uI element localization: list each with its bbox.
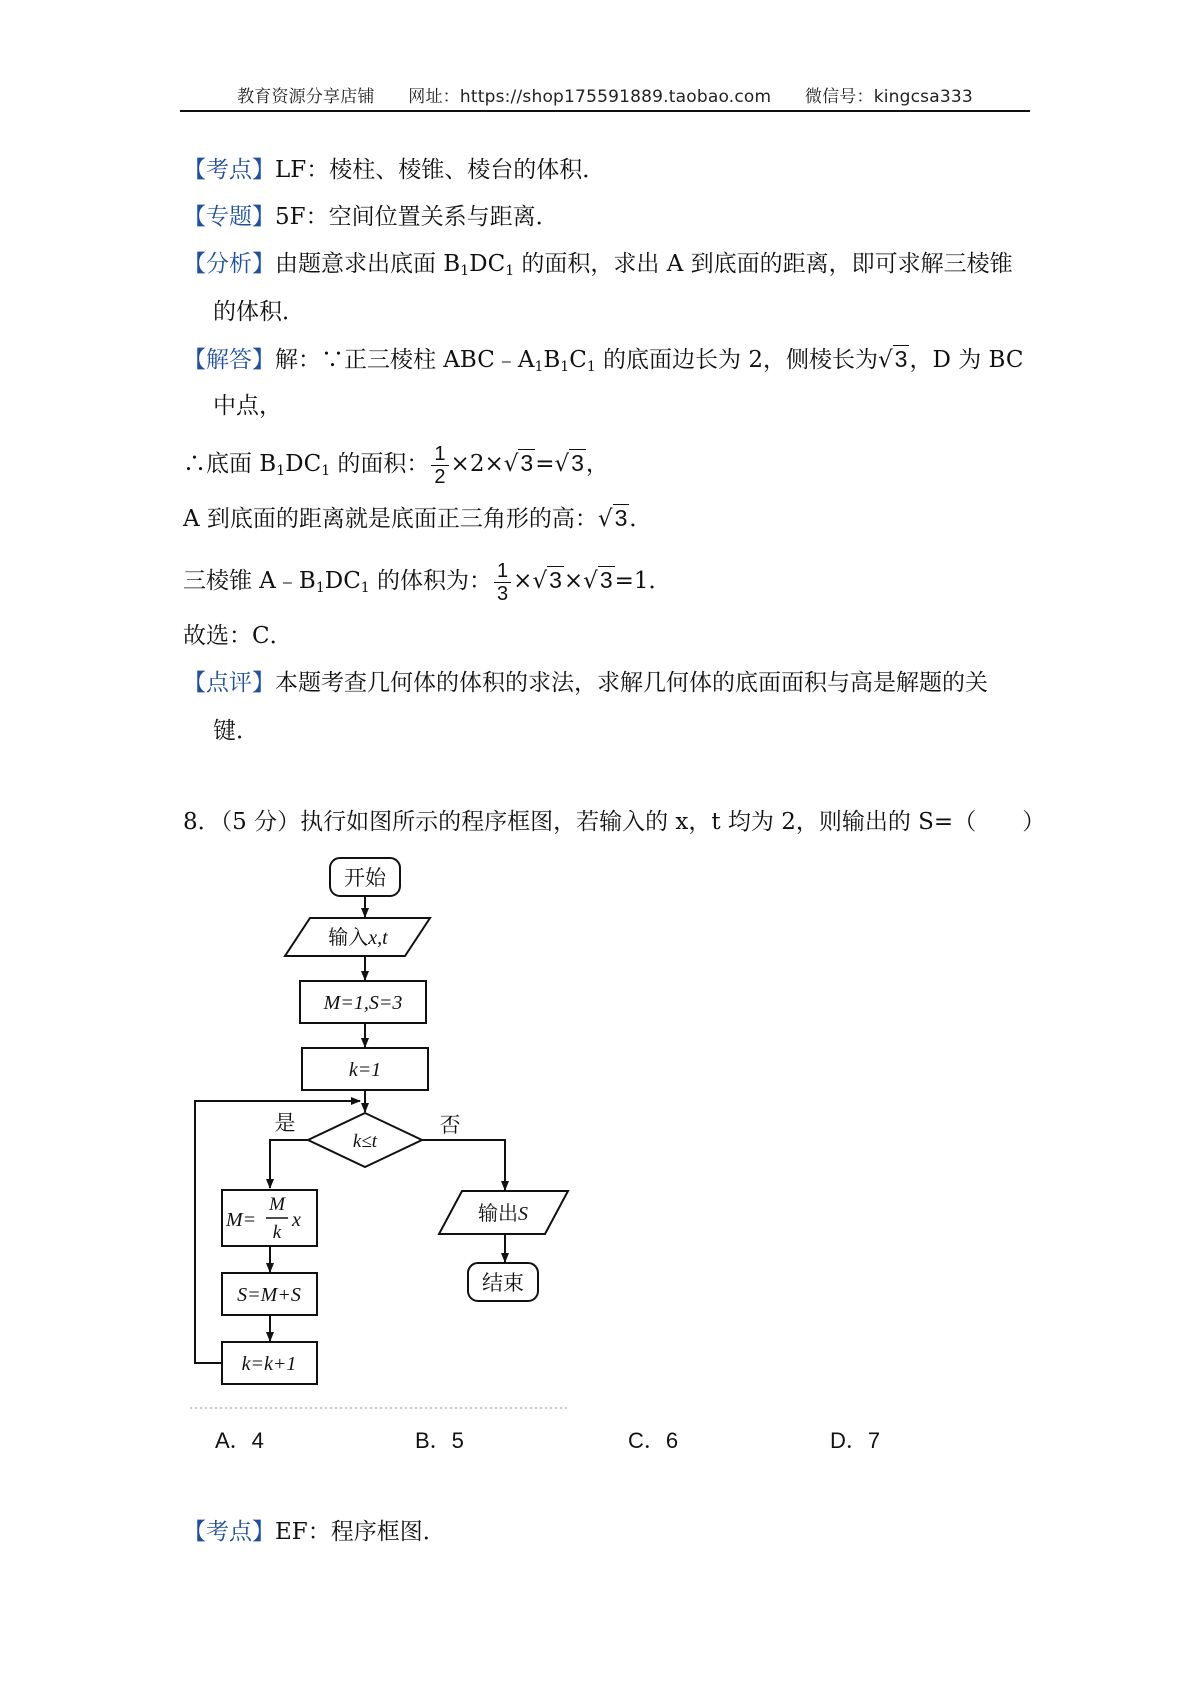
q7-dist-text: A 到底面的距离就是底面正三角形的高： <box>183 506 598 532</box>
flow-m-lhs: M= <box>226 1209 257 1231</box>
q7-jieda-text-e: ，D 为 BC <box>909 347 1024 373</box>
flow-end-text: 结束 <box>482 1271 524 1295</box>
flow-init-text: M=1,S=3 <box>323 992 403 1014</box>
q7-area-text-c: 的面积： <box>330 451 430 477</box>
q8-option-c: C．6 <box>628 1428 679 1453</box>
q7-dianping-tag: 【点评】 <box>183 670 275 696</box>
q7-jieda-text-b: B <box>543 347 561 373</box>
q7-dianping-text: 本题考查几何体的体积的求法，求解几何体的底面面积与高是解题的关 <box>275 670 988 696</box>
q8-kaodian-text: EF：程序框图． <box>275 1519 446 1545</box>
q7-area-sub2: 1 <box>321 463 331 479</box>
q7-vol-times1: × <box>513 568 533 594</box>
header-shop: 教育资源分享店铺 <box>237 87 375 107</box>
q7-area-text-b: DC <box>285 451 322 477</box>
q7-area-mid: ×2× <box>450 451 504 477</box>
q7-vol-sub1: 1 <box>315 580 325 596</box>
flow-m-frac-n: M <box>269 1194 285 1215</box>
q7-zhuanti-text: 5F：空间位置关系与距离． <box>275 204 559 230</box>
q7-vol-sqrt2: √3 <box>583 567 613 594</box>
q7-fenxi-sub2: 1 <box>505 263 515 279</box>
flow-m-frac-d: k <box>272 1222 282 1243</box>
header-wechat: 微信号：kingcsa333 <box>804 87 973 107</box>
flow-output-text: 输出S <box>478 1203 528 1225</box>
q7-jieda-sub2: 1 <box>560 359 570 375</box>
q7-jieda-sub3: 1 <box>586 359 596 375</box>
q7-jieda-text-c: C <box>569 347 587 373</box>
q7-vol-end: =1． <box>614 568 672 594</box>
flow-m-x: x <box>292 1209 301 1231</box>
flow-k-update-text: k=k+1 <box>241 1353 297 1375</box>
q7-vol-times2: × <box>563 568 584 594</box>
q7-jieda-tag: 【解答】 <box>183 347 275 373</box>
flow-start-text: 开始 <box>344 866 386 890</box>
q7-kaodian-tag: 【考点】 <box>183 157 275 183</box>
q8-kaodian-tag: 【考点】 <box>183 1519 275 1545</box>
q7-vol-sqrt1: √3 <box>532 567 562 594</box>
q7-vol-text-c: 的体积为： <box>369 568 493 594</box>
q7-jieda-text-a: 解：∵正三棱柱 ABC﹣A <box>275 347 535 373</box>
q8-stem-text: 8．（5 分）执行如图所示的程序框图，若输入的 x，t 均为 2，则输出的 S=（ ） <box>183 809 1046 835</box>
q8-kaodian <box>183 1516 446 1548</box>
q7-zhuanti-tag: 【专题】 <box>183 204 275 230</box>
q7-fenxi-text-2: 的体积． <box>213 299 305 325</box>
flow-cond-text: k≤t <box>352 1131 378 1152</box>
q7-jieda-text-2: 中点， <box>213 393 282 419</box>
q7-fenxi-tag: 【分析】 <box>183 251 275 277</box>
q7-area-sqrt1: √3 <box>503 450 534 477</box>
q8-option-d: D．7 <box>830 1428 881 1453</box>
q7-jieda-sqrt: √3 <box>878 346 908 373</box>
q8-option-a: A．4 <box>215 1428 264 1453</box>
q8-option-b: B．5 <box>415 1428 464 1453</box>
q7-answer-text: 故选：C． <box>183 623 293 649</box>
q7-jieda-sub1: 1 <box>534 359 544 375</box>
q7-area-text-a: ∴底面 B <box>183 451 277 477</box>
q7-area-sqrt2: √3 <box>554 450 584 477</box>
flow-no-label: 否 <box>439 1113 461 1137</box>
q7-area-eq: = <box>535 451 555 477</box>
q7-vol-frac: $\frac{1}{3}$ <box>494 560 511 605</box>
q7-jieda-text-d: 的底面边长为 2，侧棱长为 <box>595 347 879 373</box>
q7-area-sub1: 1 <box>276 463 286 479</box>
q7-fenxi-text-b: DC <box>469 251 506 277</box>
flow-input-text: 输入x,t <box>328 927 388 949</box>
q7-dianping-text-2: 键． <box>213 718 259 744</box>
q7-fenxi-text-c: 的面积，求出 A 到底面的距离，即可求解三棱锥 <box>514 251 1013 277</box>
q7-area-end: ， <box>585 451 609 477</box>
flow-yes-label: 是 <box>274 1111 296 1135</box>
q7-kaodian-text: LF：棱柱、棱锥、棱台的体积． <box>275 157 606 183</box>
q7-fenxi-text-a: 由题意求出底面 B <box>275 251 461 277</box>
q7-dist-end: ． <box>629 506 653 532</box>
header-url: 网址：https://shop175591889.taobao.com <box>408 87 772 107</box>
q7-vol-text-b: DC <box>324 568 361 594</box>
q7-area-frac: $\frac{1}{2}$ <box>431 443 448 488</box>
q7-dist-sqrt: √3 <box>597 505 628 532</box>
q7-vol-sub2: 1 <box>360 580 370 596</box>
q7-vol-text-a: 三棱锥 A﹣B <box>183 568 316 594</box>
flow-kinit-text: k=1 <box>348 1059 382 1081</box>
q7-fenxi-sub1: 1 <box>460 263 470 279</box>
flow-s-update-text: S=M+S <box>237 1284 301 1306</box>
